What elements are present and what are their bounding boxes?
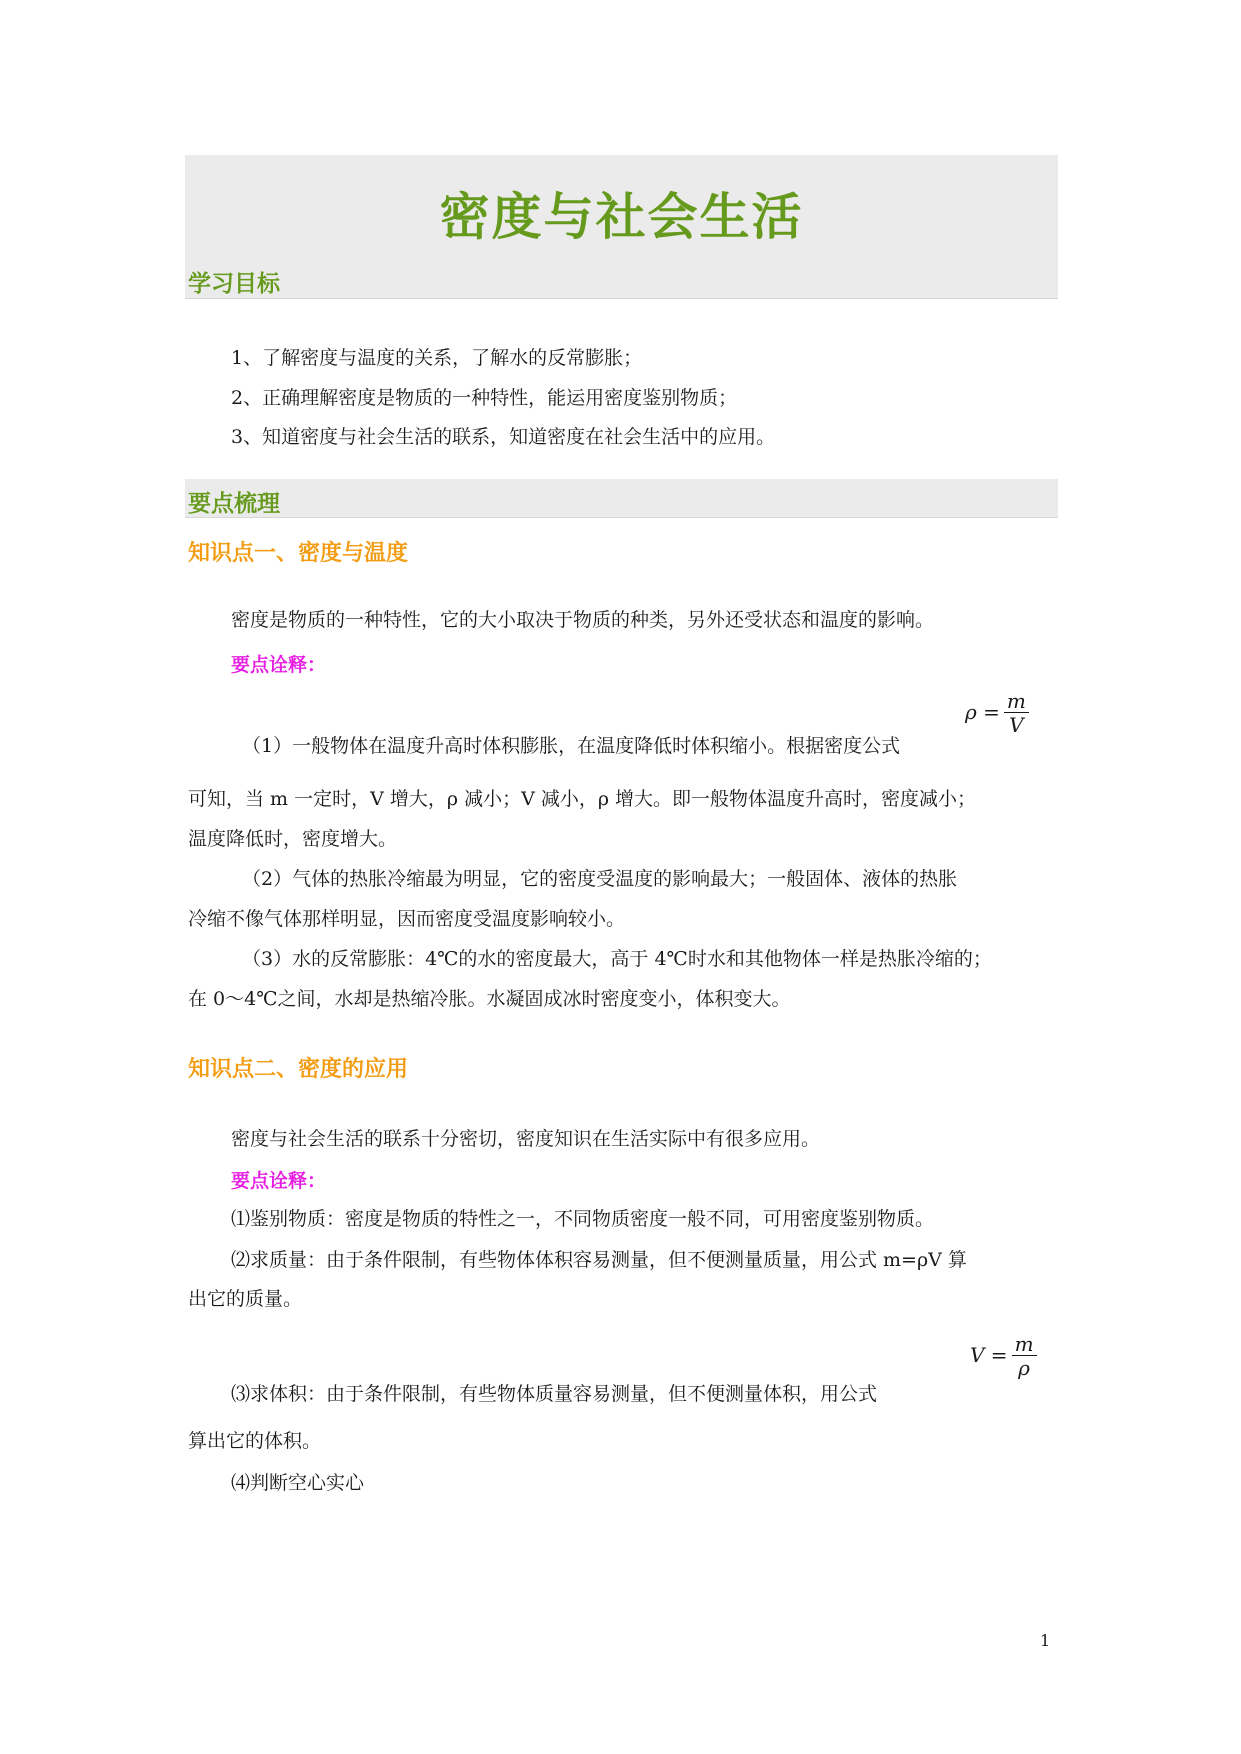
goal-item: 3、知道密度与社会生活的联系，知道密度在社会生活中的应用。 <box>231 426 776 448</box>
key-points-heading: 要点梳理 <box>188 491 280 517</box>
key-points-band <box>185 479 1058 518</box>
formula-fraction <box>1012 1333 1037 1380</box>
k2-item-1: ⑴鉴别物质：密度是物质的特性之一，不同物质密度一般不同，可用密度鉴别物质。 <box>231 1208 935 1230</box>
k2-item-4: ⑷判断空心实心 <box>231 1472 365 1494</box>
k2-intro: 密度与社会生活的联系十分密切，密度知识在生活实际中有很多应用。 <box>231 1128 821 1150</box>
formula-lhs: V = <box>970 1343 1008 1367</box>
formula-fraction <box>1004 690 1029 737</box>
formula-denominator: ρ <box>1018 1356 1030 1380</box>
k1-note-label: 要点诠释： <box>231 654 327 676</box>
title-band <box>185 155 1058 299</box>
volume-formula <box>970 1333 1037 1380</box>
k1-p2-line1: （2）气体的热胀冷缩最为明显，它的密度受温度的影响最大；一般固体、液体的热胀 <box>242 868 958 890</box>
k1-p1-line3: 温度降低时，密度增大。 <box>188 828 398 850</box>
goal-item: 2、正确理解密度是物质的一种特性，能运用密度鉴别物质； <box>231 387 738 409</box>
k2-item-2-line1: ⑵求质量：由于条件限制，有些物体体积容易测量，但不便测量质量，用公式 m=ρV 算 <box>231 1249 967 1271</box>
k1-intro: 密度是物质的一种特性，它的大小取决于物质的种类，另外还受状态和温度的影响。 <box>231 609 935 631</box>
k1-p1-line1: （1）一般物体在温度升高时体积膨胀，在温度降低时体积缩小。根据密度公式 <box>242 735 901 757</box>
formula-numerator: m <box>1012 1333 1037 1356</box>
density-formula <box>965 690 1029 737</box>
knowledge-point-2-heading: 知识点二、密度的应用 <box>188 1057 409 1082</box>
k1-p3-line1: （3）水的反常膨胀：4℃的水的密度最大，高于 4℃时水和其他物体一样是热胀冷缩的； <box>242 948 992 970</box>
formula-numerator: m <box>1004 690 1029 713</box>
k1-p2-line2: 冷缩不像气体那样明显，因而密度受温度影响较小。 <box>188 908 626 930</box>
formula-denominator: V <box>1009 713 1024 737</box>
page-title: 密度与社会生活 <box>439 187 804 246</box>
k1-p1-line2: 可知，当 m 一定时，V 增大，ρ 减小；V 减小，ρ 增大。即一般物体温度升高时，密度减小； <box>188 788 977 810</box>
k2-item-3-line2: 算出它的体积。 <box>188 1430 322 1452</box>
k2-note-label: 要点诠释： <box>231 1170 327 1192</box>
k2-item-2-line2: 出它的质量。 <box>188 1288 303 1310</box>
formula-lhs: ρ = <box>965 700 1000 724</box>
goal-item: 1、了解密度与温度的关系，了解水的反常膨胀； <box>231 347 643 369</box>
knowledge-point-1-heading: 知识点一、密度与温度 <box>188 541 409 566</box>
k2-item-3-line1: ⑶求体积：由于条件限制，有些物体质量容易测量，但不便测量体积，用公式 <box>231 1383 878 1405</box>
page-number: 1 <box>1040 1631 1051 1650</box>
goals-heading: 学习目标 <box>188 271 280 297</box>
k1-p3-line2: 在 0～4℃之间，水却是热缩冷胀。水凝固成冰时密度变小，体积变大。 <box>188 988 791 1010</box>
